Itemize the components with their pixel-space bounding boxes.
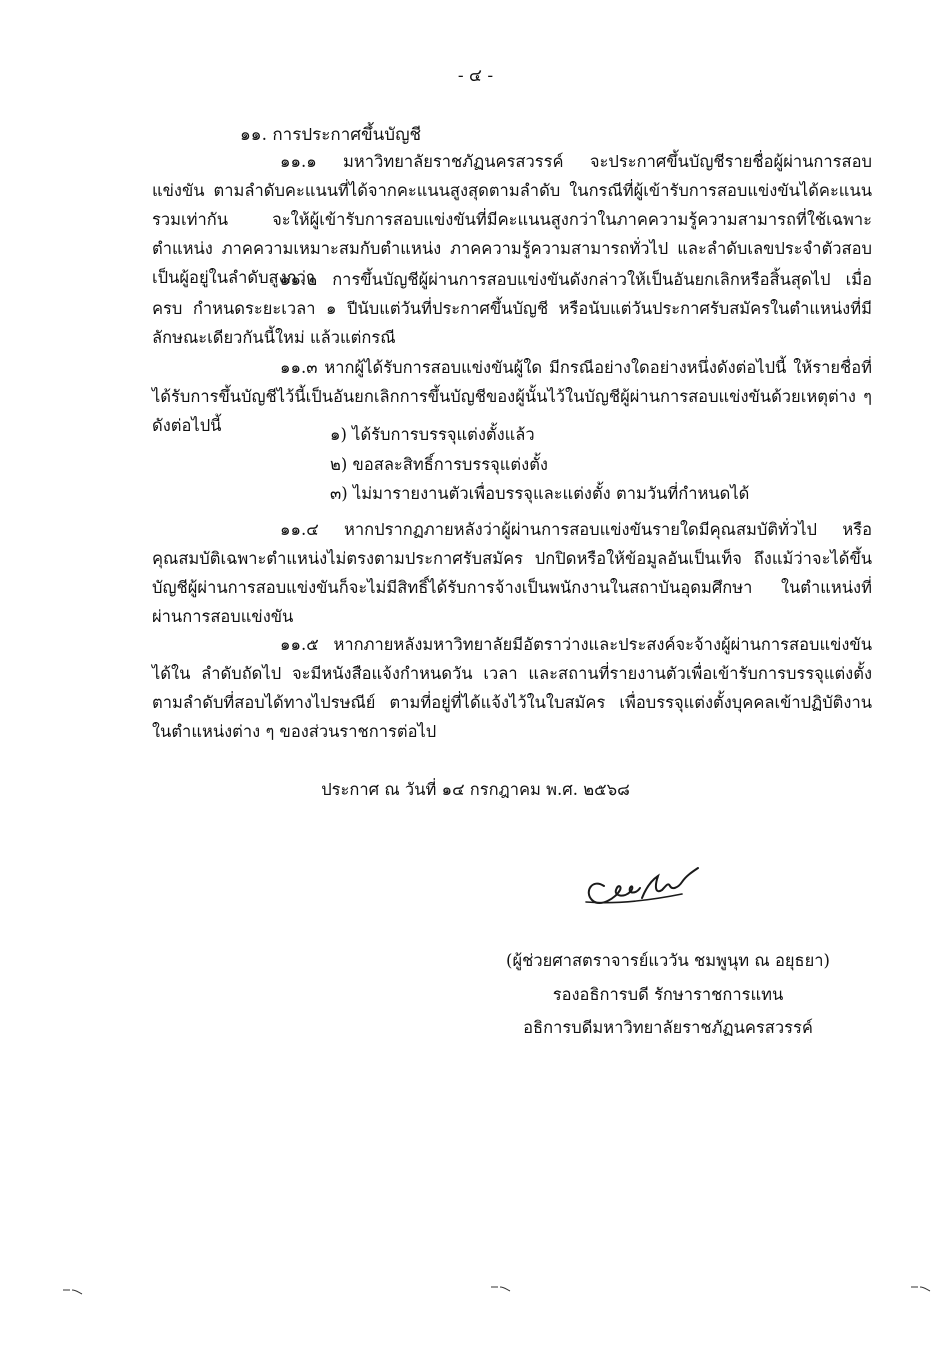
paragraph-text: ๑๑.๒ การขึ้นบัญชีผู้ผ่านการสอบแข่งขันดังกล่าวให้เป็นอันยกเลิกหรือสิ้นสุดไป เมื่อครบ กำหนดระยะเวลา ๑ ปีนับแต่วันที่ประกาศขึ้นบัญชี หรือนับแต่วันประกาศรับสมัครในตำแหน่งที่มีลักษณะเดียวกันนี้ใหม่ แล้วแต่กรณี xyxy=(152,270,872,347)
signature-image xyxy=(582,858,707,918)
list-item: ๒) ขอสละสิทธิ์การบรรจุแต่งตั้ง xyxy=(330,454,548,474)
paragraph-text: ๑๑.๑ มหาวิทยาลัยราชภัฏนครสวรรค์ จะประกาศขึ้นบัญชีรายชื่อผู้ผ่านการสอบแข่งขัน ตามลำดับคะแนนที่ได้จากคะแนนสูงสุดตามลำดับ ในกรณีที่ผู้เข้ารับการสอบแข่งขันได้คะแนนรวมเท่ากัน จะให้ผู้เข้ารับการสอบแข่งขันที่มีคะแนนสูงกว่าในภาคความรู้ความสามารถที่ใช้เฉพาะตำแหน่ง ภาคความเหมาะสมกับตำแหน่ง ภาคความรู้ความสามารถทั่วไป และลำดับเลขประจำตัวสอบเป็นผู้อยู่ในลำดับสูงกว่า xyxy=(152,152,872,287)
scan-mark-center xyxy=(490,1283,512,1293)
signer-name: (ผู้ช่วยศาสตราจารย์แววัน ชมพูนุท ณ อยุธยา) xyxy=(506,951,830,970)
paragraph-text: ๑๑.๓ หากผู้ได้รับการสอบแข่งขันผู้ใด มีกรณีอย่างใดอย่างหนึ่งดังต่อไปนี้ ให้รายชื่อที่ ได้รับการขึ้นบัญชีไว้นี้เป็นอันยกเลิกการขึ้นบัญชีของผู้นั้นไว้ในบัญชีผู้ผ่านการสอบแข่งขันด้วยเหตุต่าง ๆ ดังต่อไปนี้ xyxy=(152,358,872,435)
paragraph-text: ๑๑.๔ หากปรากฏภายหลังว่าผู้ผ่านการสอบแข่งขันรายใดมีคุณสมบัติทั่วไป หรือ คุณสมบัติเฉพาะตำแหน่งไม่ตรงตามประกาศรับสมัคร ปกปิดหรือให้ข้อมูลอันเป็นเท็จ ถึงแม้ว่าจะได้ขึ้นบัญชีผู้ผ่านการสอบแข่งขันก็จะไม่มีสิทธิ์ได้รับการจ้างเป็นพนักงานในสถาบันอุดมศึกษา ในตำแหน่งที่ผ่านการสอบแข่งขัน xyxy=(152,520,872,626)
section-heading: ๑๑. การประกาศขึ้นบัญชี xyxy=(240,125,422,145)
scan-mark-left xyxy=(62,1286,84,1296)
page-number: - ๔ - xyxy=(457,66,494,86)
signer-position: รองอธิการบดี รักษาราชการแทน xyxy=(552,985,784,1004)
signer-position-full: อธิการบดีมหาวิทยาลัยราชภัฏนครสวรรค์ xyxy=(523,1018,813,1037)
paragraph-text: ๑๑.๕ หากภายหลังมหาวิทยาลัยมีอัตราว่างและประสงค์จะจ้างผู้ผ่านการสอบแข่งขันได้ใน ลำดับถัดไป จะมีหนังสือแจ้งกำหนดวัน เวลา และสถานที่รายงานตัวเพื่อเข้ารับการบรรจุแต่งตั้งตามลำดับที่สอบได้ทางไปรษณีย์ ตามที่อยู่ที่ได้แจ้งไว้ในใบสมัคร เพื่อบรรจุแต่งตั้งบุคคลเข้าปฏิบัติงานในตำแหน่งต่าง ๆ ของส่วนราชการต่อไป xyxy=(152,635,872,741)
list-item: ๓) ไม่มารายงานตัวเพื่อบรรจุและแต่งตั้ง ตามวันที่กำหนดได้ xyxy=(330,484,750,503)
paragraph-11-2 xyxy=(152,265,872,352)
disqualification-list xyxy=(330,420,749,509)
paragraph-11-4 xyxy=(152,515,872,631)
announcement-date: ประกาศ ณ วันที่ ๑๔ กรกฎาคม พ.ศ. ๒๕๖๘ xyxy=(321,780,630,799)
paragraph-11-5 xyxy=(152,630,872,746)
scan-mark-right xyxy=(910,1283,932,1293)
list-item: ๑) ได้รับการบรรจุแต่งตั้งแล้ว xyxy=(330,425,535,444)
